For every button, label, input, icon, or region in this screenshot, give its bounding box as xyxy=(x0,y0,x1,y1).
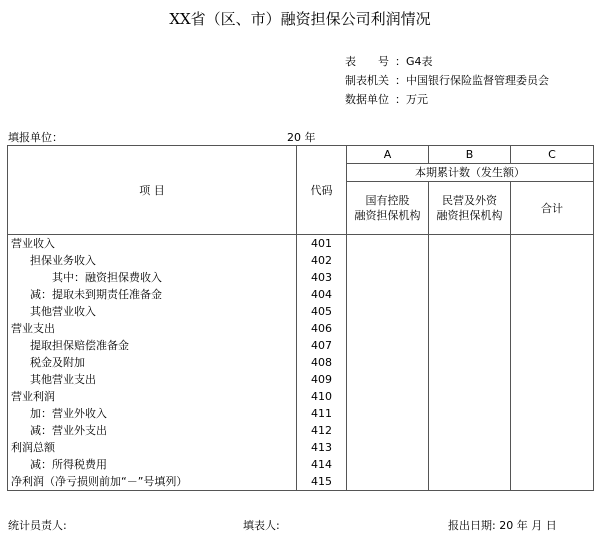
header-col-a-line1: 国有控股 xyxy=(365,194,410,207)
row-label: 营业利润 xyxy=(8,388,297,405)
cell-col-a xyxy=(347,354,429,371)
cell-col-c xyxy=(511,269,594,286)
table-row xyxy=(8,303,594,320)
cell-col-b xyxy=(429,303,511,320)
row-code: 415 xyxy=(297,473,347,491)
table-row xyxy=(8,354,594,371)
row-code: 406 xyxy=(297,320,347,337)
meta-issuing-agency xyxy=(345,72,549,88)
meta-sep: ： xyxy=(395,93,406,106)
cell-col-b xyxy=(429,337,511,354)
header-col-a-letter: A xyxy=(347,146,429,164)
cell-col-a xyxy=(347,439,429,456)
profit-report-table xyxy=(7,145,594,491)
row-code: 409 xyxy=(297,371,347,388)
row-code: 405 xyxy=(297,303,347,320)
meta-sep: ： xyxy=(395,74,406,87)
cell-col-c xyxy=(511,422,594,439)
meta-label: 数据单位 xyxy=(345,93,389,106)
table-row xyxy=(8,388,594,405)
header-col-a xyxy=(347,182,429,235)
row-code: 407 xyxy=(297,337,347,354)
table-row xyxy=(8,456,594,473)
row-label: 营业收入 xyxy=(8,235,297,253)
cell-col-c xyxy=(511,439,594,456)
cell-col-c xyxy=(511,320,594,337)
cell-col-a xyxy=(347,320,429,337)
cell-col-c xyxy=(511,405,594,422)
row-label: 减：提取未到期责任准备金 xyxy=(8,286,297,303)
meta-data-unit xyxy=(345,91,428,107)
filling-unit-label: 填报单位： xyxy=(8,131,63,144)
row-label: 其他营业支出 xyxy=(8,371,297,388)
row-label: 其他营业收入 xyxy=(8,303,297,320)
row-code: 401 xyxy=(297,235,347,253)
row-code: 402 xyxy=(297,252,347,269)
cell-col-a xyxy=(347,473,429,491)
cell-col-a xyxy=(347,286,429,303)
cell-col-a xyxy=(347,303,429,320)
table-row xyxy=(8,269,594,286)
cell-col-c xyxy=(511,354,594,371)
cell-col-c xyxy=(511,337,594,354)
cell-col-b xyxy=(429,405,511,422)
table-row xyxy=(8,405,594,422)
row-label: 利润总额 xyxy=(8,439,297,456)
row-code: 404 xyxy=(297,286,347,303)
row-code: 403 xyxy=(297,269,347,286)
cell-col-a xyxy=(347,422,429,439)
row-code: 414 xyxy=(297,456,347,473)
cell-col-b xyxy=(429,269,511,286)
meta-label: 表号 xyxy=(345,55,389,68)
report-title: XX省（区、市）融资担保公司利润情况 xyxy=(169,10,431,28)
cell-col-b xyxy=(429,354,511,371)
cell-col-a xyxy=(347,269,429,286)
cell-col-a xyxy=(347,456,429,473)
cell-col-c xyxy=(511,286,594,303)
row-label: 其中：融资担保费收入 xyxy=(8,269,297,286)
header-col-b-letter: B xyxy=(429,146,511,164)
meta-label: 制表机关 xyxy=(345,74,389,87)
meta-sep: ： xyxy=(395,55,406,68)
cell-col-c xyxy=(511,252,594,269)
row-code: 411 xyxy=(297,405,347,422)
table-row xyxy=(8,439,594,456)
cell-col-b xyxy=(429,456,511,473)
cell-col-c xyxy=(511,371,594,388)
cell-col-a xyxy=(347,388,429,405)
header-row-letters xyxy=(8,146,594,164)
header-col-c-letter: C xyxy=(511,146,594,164)
header-code: 代码 xyxy=(297,146,347,235)
row-label: 税金及附加 xyxy=(8,354,297,371)
row-code: 410 xyxy=(297,388,347,405)
cell-col-b xyxy=(429,320,511,337)
footer-filler: 填表人: xyxy=(243,519,280,532)
meta-table-number xyxy=(345,53,433,69)
footer-date: 报出日期: 20 年 月 日 xyxy=(448,519,557,532)
cell-col-b xyxy=(429,252,511,269)
filling-year: 20 年 xyxy=(287,131,316,144)
header-item: 项 目 xyxy=(8,146,297,235)
row-label: 担保业务收入 xyxy=(8,252,297,269)
header-col-c: 合计 xyxy=(511,182,594,235)
table-row xyxy=(8,337,594,354)
cell-col-a xyxy=(347,371,429,388)
header-col-b-line1: 民营及外资 xyxy=(442,194,497,207)
table-row xyxy=(8,286,594,303)
meta-value: 万元 xyxy=(406,93,428,106)
cell-col-c xyxy=(511,456,594,473)
cell-col-c xyxy=(511,388,594,405)
cell-col-a xyxy=(347,235,429,253)
cell-col-c xyxy=(511,473,594,491)
table-row xyxy=(8,252,594,269)
header-col-b-line2: 融资担保机构 xyxy=(436,209,503,222)
footer-statistician: 统计员责人: xyxy=(8,519,67,532)
table-row xyxy=(8,371,594,388)
row-code: 408 xyxy=(297,354,347,371)
cell-col-a xyxy=(347,252,429,269)
cell-col-b xyxy=(429,422,511,439)
header-period: 本期累计数（发生额） xyxy=(347,164,594,182)
cell-col-b xyxy=(429,286,511,303)
cell-col-b xyxy=(429,473,511,491)
cell-col-c xyxy=(511,235,594,253)
meta-value: 中国银行保险监督管理委员会 xyxy=(406,74,549,87)
cell-col-a xyxy=(347,405,429,422)
table-row xyxy=(8,422,594,439)
header-col-b xyxy=(429,182,511,235)
row-label: 提取担保赔偿准备金 xyxy=(8,337,297,354)
table-row xyxy=(8,320,594,337)
table-row xyxy=(8,473,594,491)
row-label: 减：所得税费用 xyxy=(8,456,297,473)
row-label: 营业支出 xyxy=(8,320,297,337)
header-col-a-line2: 融资担保机构 xyxy=(354,209,421,222)
row-label: 加：营业外收入 xyxy=(8,405,297,422)
row-code: 413 xyxy=(297,439,347,456)
cell-col-b xyxy=(429,235,511,253)
row-code: 412 xyxy=(297,422,347,439)
row-label: 减：营业外支出 xyxy=(8,422,297,439)
cell-col-c xyxy=(511,303,594,320)
table-row xyxy=(8,235,594,253)
cell-col-b xyxy=(429,371,511,388)
meta-value: G4表 xyxy=(406,55,433,68)
cell-col-b xyxy=(429,439,511,456)
row-label: 净利润（净亏损则前加“－”号填列） xyxy=(8,473,297,491)
cell-col-a xyxy=(347,337,429,354)
cell-col-b xyxy=(429,388,511,405)
